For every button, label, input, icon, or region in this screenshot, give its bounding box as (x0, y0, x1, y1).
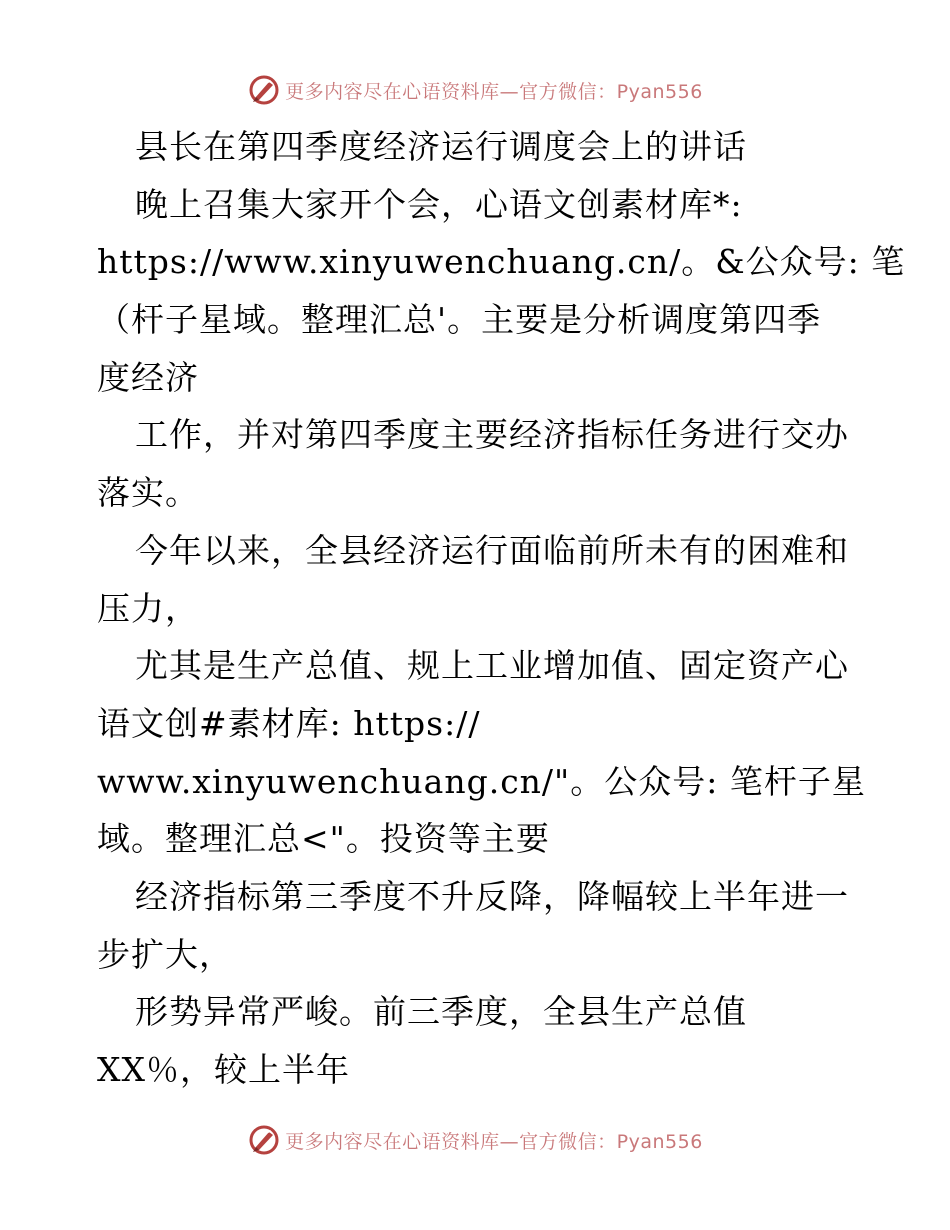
text-line: https://www.xinyuwenchuang.cn/。&公众号: 笔 (97, 242, 906, 282)
text-line: （杆子星域。整理汇总'。主要是分析调度第四季 (97, 300, 822, 340)
document-body (97, 118, 906, 1099)
text-line: 度经济 (97, 357, 199, 397)
text-line: 域。整理汇总<"。投资等主要 (97, 819, 550, 859)
header-watermark (0, 72, 950, 108)
footer-watermark (0, 1122, 950, 1158)
text-line: www.xinyuwenchuang.cn/"。公众号: 笔杆子星 (97, 761, 866, 801)
text-line: 落实。 (97, 473, 199, 513)
header-watermark-text: 更多内容尽在心语资料库—官方微信：Pyan556 (285, 80, 703, 103)
text-line: 晚上召集大家开个会，心语文创素材库*: (135, 184, 743, 224)
text-line: XX％，较上半年 (97, 1050, 350, 1089)
footer-watermark-text: 更多内容尽在心语资料库—官方微信：Pyan556 (285, 1130, 703, 1153)
text-line: 尤其是生产总值、规上工业增加值、固定资产心 (135, 646, 849, 686)
text-line: 经济指标第三季度不升反降，降幅较上半年进一 (135, 876, 849, 916)
text-line: 步扩大， (97, 934, 233, 974)
text-line: 今年以来，全县经济运行面临前所未有的困难和 (135, 530, 849, 570)
document-title: 县长在第四季度经济运行调度会上的讲话 (135, 127, 747, 166)
text-line: 压力， (97, 588, 199, 628)
pen-logo-icon (247, 1123, 281, 1157)
text-line: 语文创#素材库: https:// (97, 703, 481, 743)
pen-logo-icon (247, 73, 281, 107)
text-line: 形势异常严峻。前三季度，全县生产总值 (135, 992, 747, 1032)
text-line: 工作，并对第四季度主要经济指标任务进行交办 (135, 415, 849, 455)
